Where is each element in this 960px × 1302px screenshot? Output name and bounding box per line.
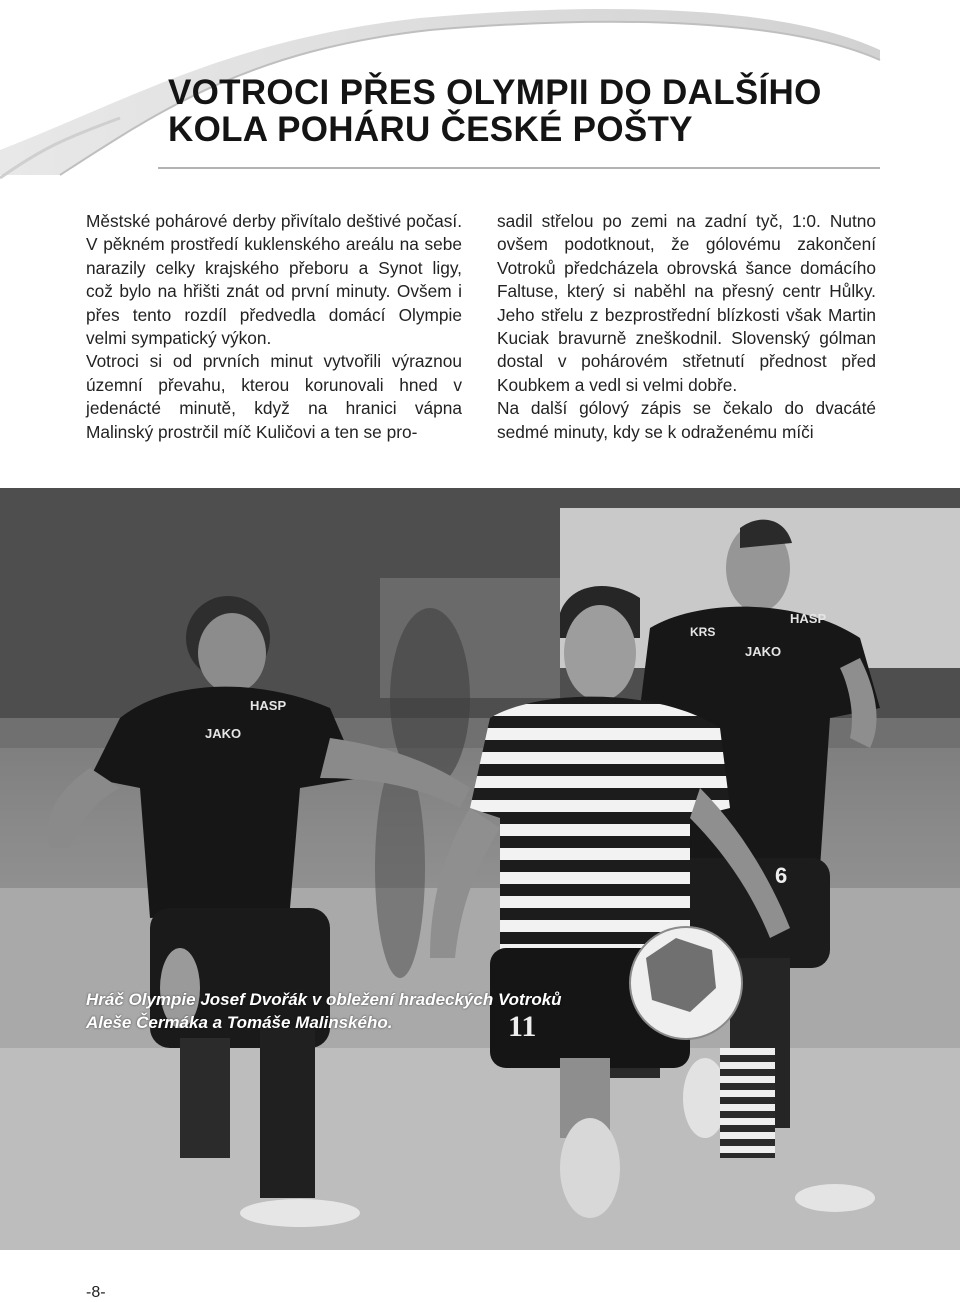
jersey-number-center: 11 (508, 1010, 537, 1043)
paragraph: Městské pohárové derby přivítalo deštivé počasí. V pěkném prostředí kuklenského areálu na sebe narazily celky krajského přeboru a Synot ligy, což bylo na hřišti znát od první minuty. Ovšem i přes tento rozdíl předvedla domácí Olympie velmi sympatický výkon. (86, 211, 462, 349)
paragraph: Na další gólový zápis se čekalo do dvacáté sedmé minuty, kdy se k odraženému míči (497, 398, 876, 442)
title-line-1: VOTROCI PŘES OLYMPII DO DALŠÍHO (168, 73, 822, 112)
shirt-text-right: JAKO (745, 644, 782, 659)
paragraph: Votroci si od prvních minut vytvořili výraznou územní převahu, kterou korunovali hned v jedenácté minutě, když na hranici vápna Malinský prostrčil míč Kuličovi a ten se pro- (86, 351, 462, 442)
caption-line-1: Hráč Olympie Josef Dvořák v obležení hradeckých Votroků (86, 990, 562, 1009)
article-column-right (497, 210, 876, 444)
match-photo (0, 488, 960, 1250)
caption-line-2: Aleše Čermáka a Tomáše Malinského. (86, 1013, 393, 1032)
jersey-number-right: 6 (775, 863, 788, 888)
shirt-text-left-sponsor: HASP (250, 698, 287, 713)
shirt-text-left: JAKO (205, 726, 242, 741)
shirt-text-right-sleeve: KRS (690, 625, 716, 639)
page-number: -8- (86, 1284, 106, 1301)
shirt-text-right-sponsor: HASP (790, 611, 827, 626)
title-line-2: KOLA POHÁRU ČESKÉ POŠTY (168, 110, 693, 149)
paragraph: sadil střelou po zemi na zadní tyč, 1:0. Nutno ovšem podotknout, že gólovému zakončení Votroků předcházela obrovská šance domácího Faltuse, který si naběhl na přesný centr Hůlky. Jeho střelu z bezprostřední blízkosti však Martin Kuciak bravurně zneškodnil. Slovenský gólman dostal v pohárovém střetnutí přednost před Koubkem a vedl si velmi dobře. (497, 211, 876, 395)
match-photo-illustration (0, 488, 960, 1250)
article-title (168, 74, 948, 148)
photo-caption (86, 988, 726, 1034)
article-column-left (86, 210, 462, 444)
